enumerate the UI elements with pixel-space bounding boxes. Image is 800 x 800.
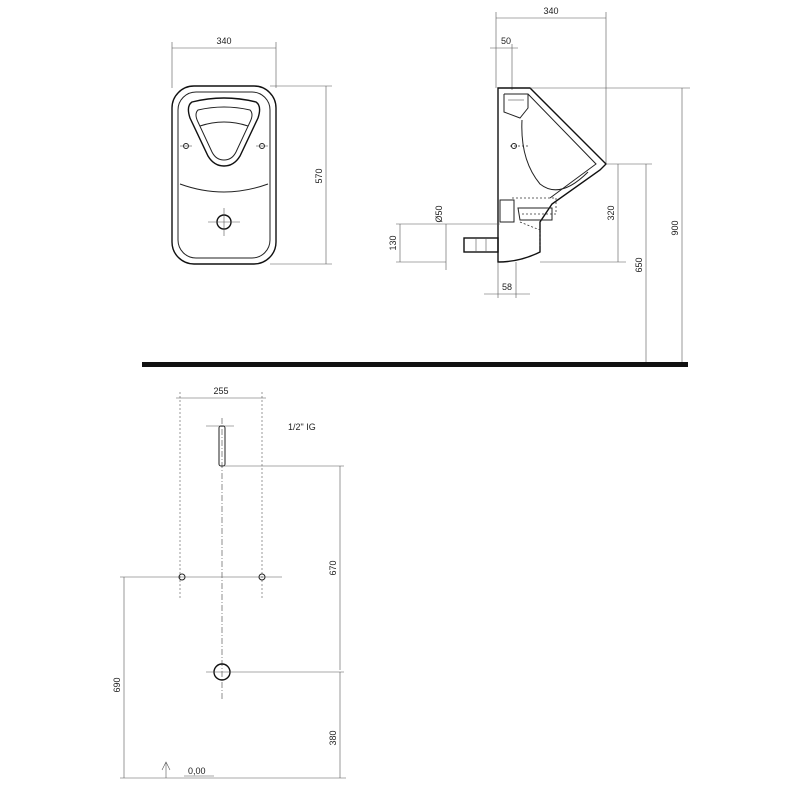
urinal-side-outline <box>498 88 606 262</box>
bowl-inner <box>196 107 252 160</box>
bowl-spreader <box>200 122 248 126</box>
outlet-pipe <box>464 238 498 252</box>
wall-outlet-height-label: 380 <box>328 730 338 746</box>
fixing-height-label: 690 <box>112 677 122 693</box>
front-width-label: 340 <box>216 36 232 46</box>
urinal-front-outline <box>172 86 276 264</box>
inlet-to-fixing-label: 670 <box>328 560 338 576</box>
front-height-label: 570 <box>314 168 324 184</box>
bowl-outline <box>188 98 259 166</box>
fixing-spacing-label: 255 <box>213 386 229 396</box>
outlet-diameter-label: Ø50 <box>434 205 444 223</box>
outlet-depth-label: 58 <box>501 282 513 292</box>
inlet-label: 1/2" IG <box>288 422 316 432</box>
side-depth-label: 340 <box>543 6 559 16</box>
total-height-label: 900 <box>670 220 680 236</box>
front-lower-curve <box>180 184 268 192</box>
rim-to-outlet-label: 320 <box>606 205 616 221</box>
rim-height-label: 650 <box>634 257 644 273</box>
trap-body <box>500 200 514 222</box>
floor-level-label: 0,00 <box>188 766 206 776</box>
floor-line <box>142 362 688 367</box>
flush-inlet <box>504 94 528 118</box>
side-view <box>388 6 690 362</box>
front-view <box>172 36 332 264</box>
wall-view <box>112 386 346 778</box>
bowl-curve <box>522 120 588 190</box>
side-offset-label: 50 <box>500 36 512 46</box>
outlet-height-label: 130 <box>388 235 398 251</box>
